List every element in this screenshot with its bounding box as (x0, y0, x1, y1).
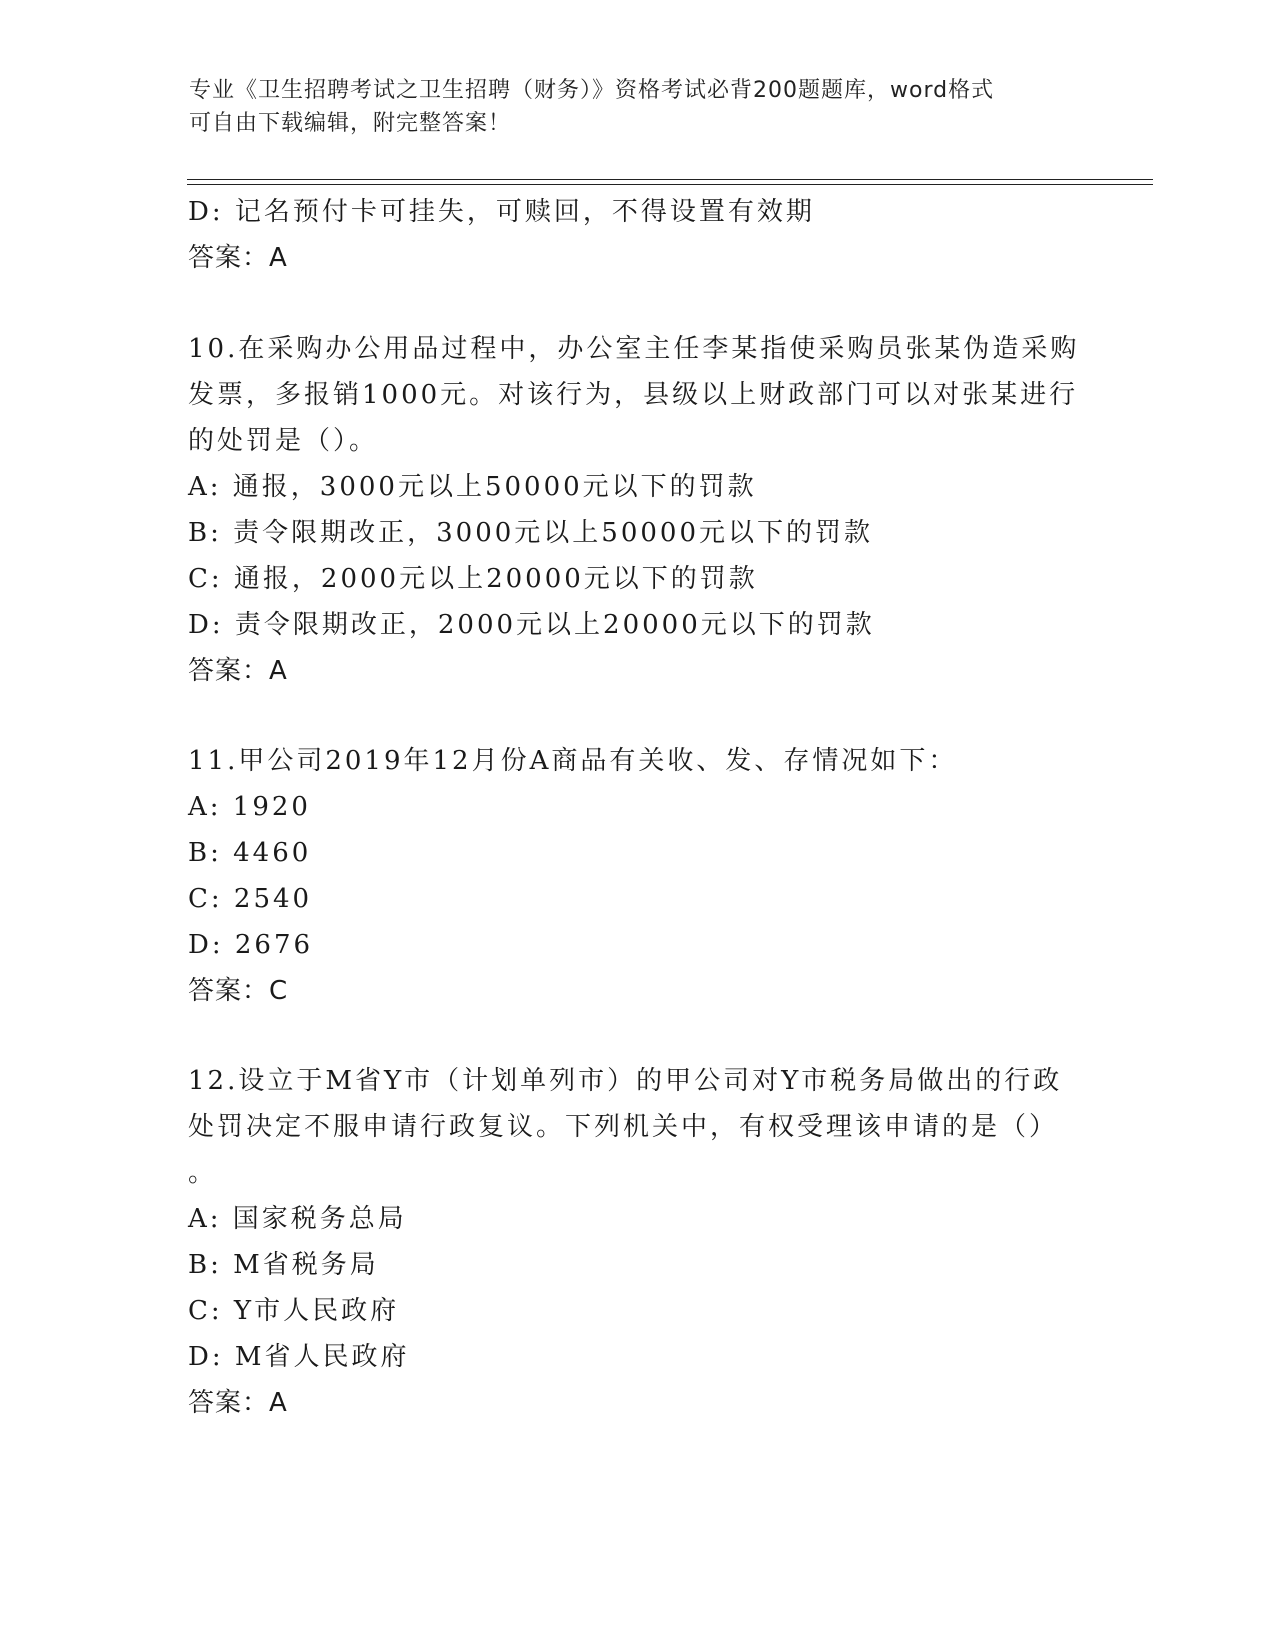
option-d: D: M省人民政府 (188, 1342, 410, 1372)
option-d: D: 记名预付卡可挂失，可赎回，不得设置有效期 (188, 197, 815, 227)
option-c: C: Y市人民政府 (188, 1296, 400, 1326)
question-9-tail (188, 189, 1088, 281)
answer-line: 答案：C (188, 976, 289, 1006)
answer-line: 答案：A (188, 656, 288, 686)
document-body (188, 189, 1088, 1426)
question-12 (188, 1058, 1088, 1426)
option-a: A: 通报，3000元以上50000元以下的罚款 (188, 472, 757, 502)
question-stem-line: 11.甲公司2019年12月份A商品有关收、发、存情况如下： (188, 746, 958, 776)
header-title-line-2: 可自由下载编辑，附完整答案！ (189, 111, 512, 136)
header-title-line-1: 专业《卫生招聘考试之卫生招聘（财务）》资格考试必背200题题库，word格式 (189, 78, 995, 103)
option-a: A: 1920 (188, 792, 311, 822)
question-stem-line: 发票，多报销1000元。对该行为，县级以上财政部门可以对张某进行 (188, 380, 1079, 410)
header-divider-bottom (187, 184, 1153, 185)
option-b: B: 4460 (188, 838, 312, 868)
question-stem-line: 处罚决定不服申请行政复议。下列机关中，有权受理该申请的是（） (188, 1112, 1059, 1142)
option-c: C: 通报，2000元以上20000元以下的罚款 (188, 564, 758, 594)
document-header (189, 74, 1089, 140)
question-stem-line: 12.设立于M省Y市（计划单列市）的甲公司对Y市税务局做出的行政 (188, 1066, 1063, 1096)
option-d: D: 责令限期改正，2000元以上20000元以下的罚款 (188, 610, 875, 640)
spacer (188, 694, 1088, 738)
answer-line: 答案：A (188, 1388, 288, 1418)
question-stem-line: 10.在采购办公用品过程中，办公室主任李某指使采购员张某伪造采购 (188, 334, 1080, 364)
question-11 (188, 738, 1088, 1014)
option-d: D: 2676 (188, 930, 314, 960)
question-10 (188, 326, 1088, 694)
header-divider-top (187, 179, 1153, 180)
option-b: B: 责令限期改正，3000元以上50000元以下的罚款 (188, 518, 874, 548)
spacer (188, 281, 1088, 326)
option-b: B: M省税务局 (188, 1250, 379, 1280)
spacer (188, 1014, 1088, 1058)
option-c: C: 2540 (188, 884, 313, 914)
question-stem-line: 的处罚是（）。 (188, 426, 379, 456)
answer-line: 答案：A (188, 243, 288, 273)
question-stem-line: 。 (188, 1158, 218, 1188)
option-a: A: 国家税务总局 (188, 1204, 407, 1234)
